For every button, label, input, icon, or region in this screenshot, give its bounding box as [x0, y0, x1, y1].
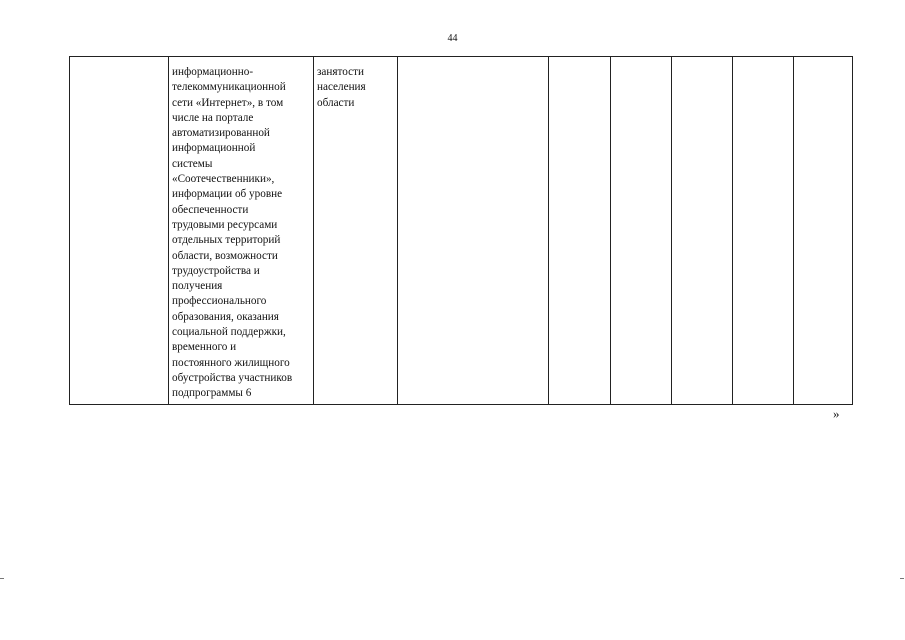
table-cell-3: [314, 57, 398, 405]
table-cell-6: [611, 57, 672, 405]
right-edge-mark: [900, 578, 904, 579]
table-cell-9: [794, 57, 853, 405]
table-cell-7: [672, 57, 733, 405]
table-cell-5: [549, 57, 611, 405]
table-cell-1: [70, 57, 169, 405]
continuation-table: [69, 56, 853, 405]
table-cell-4: [398, 57, 549, 405]
page-number: 44: [447, 33, 458, 44]
closing-quote-mark: »: [833, 406, 840, 421]
table-row: [70, 57, 853, 405]
event-description-text: информационно- телекоммуникационной сети «Интернет», в том числе на портале автоматизированной информационной системы «Соотечественники», информации об уровне обеспеченности трудовыми ресурсами отдельных территорий области, возможности трудоустройства и получения профессионального образования, оказания социальной поддержки, временного и постоянного жилищного обустройства участников подпрограммы 6: [172, 66, 293, 400]
table-cell-2: [169, 57, 314, 405]
left-edge-mark: [0, 578, 4, 579]
executor-text: занятости населения области: [317, 66, 366, 109]
table-cell-8: [733, 57, 794, 405]
